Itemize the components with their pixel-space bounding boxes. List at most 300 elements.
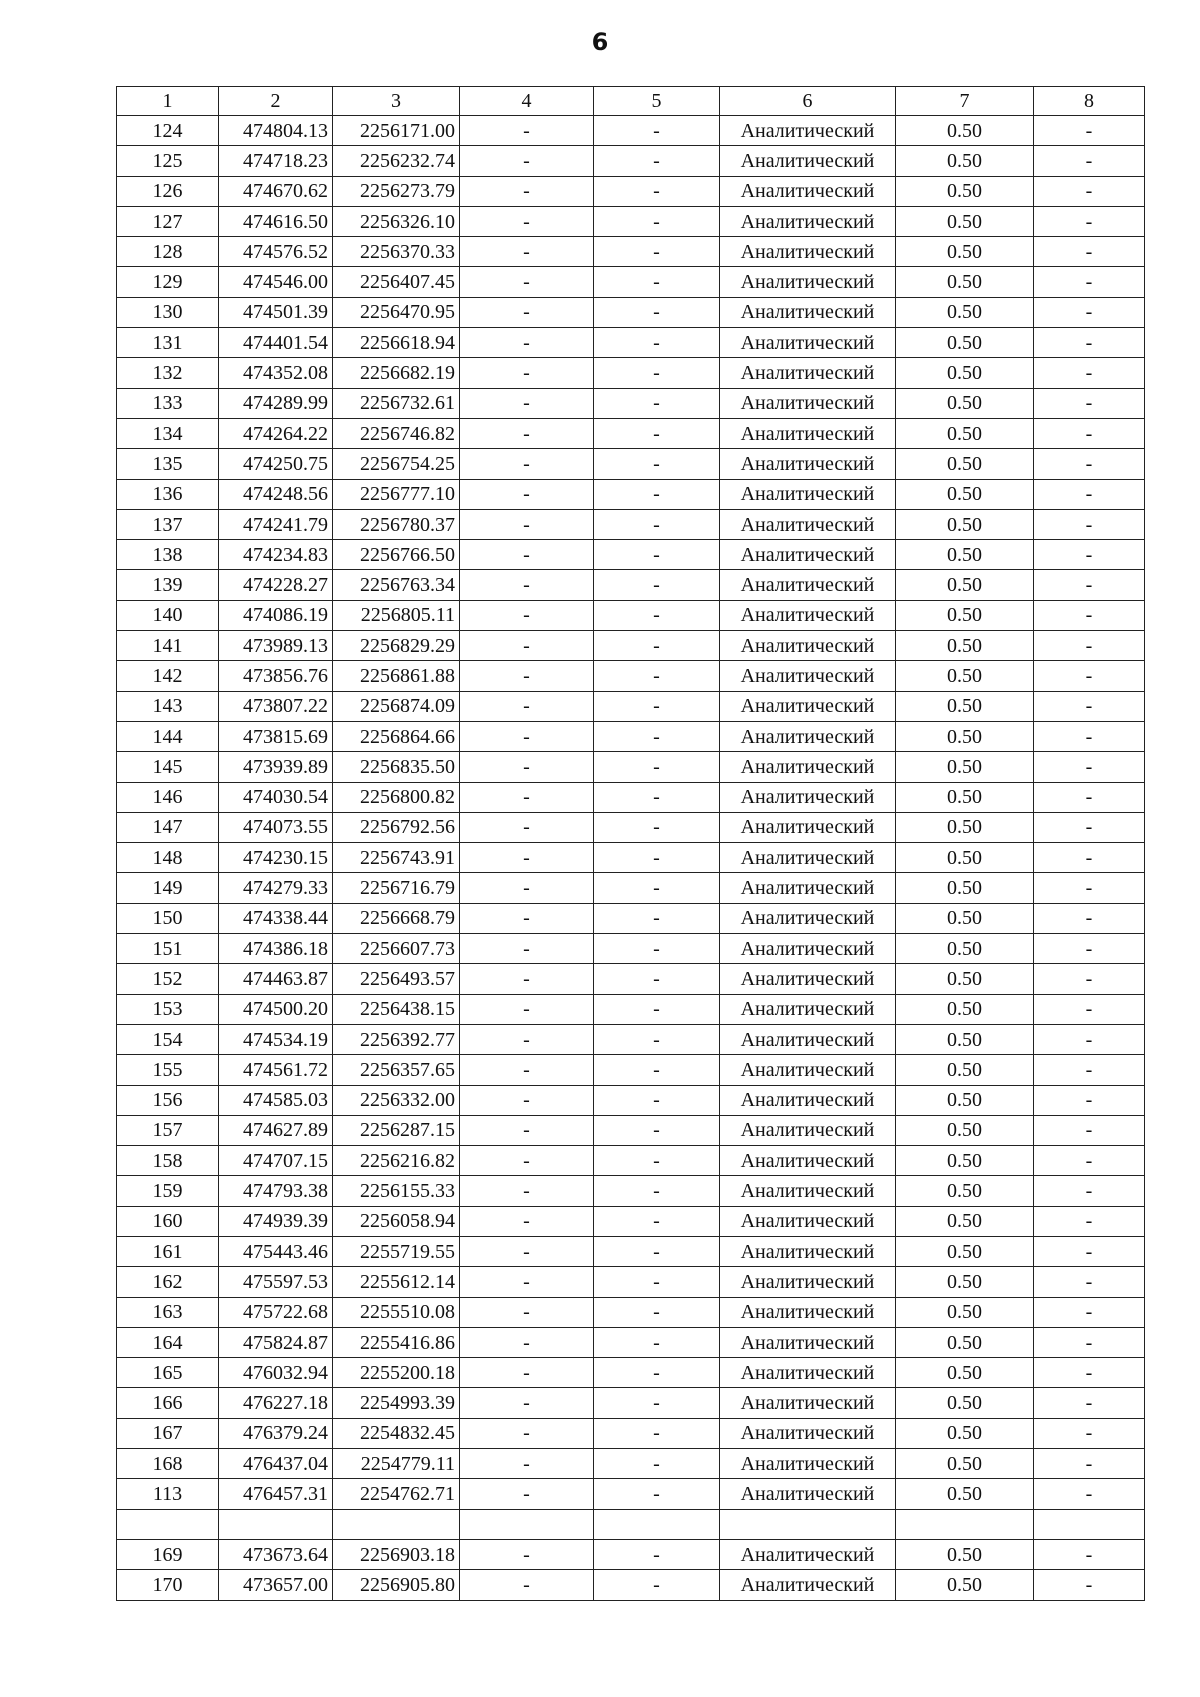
accuracy-cell xyxy=(896,1509,1034,1539)
method-cell: Аналитический xyxy=(720,479,896,509)
point-number-cell: 144 xyxy=(117,721,219,751)
method-cell: Аналитический xyxy=(720,1479,896,1509)
x-coordinate-cell: 476379.24 xyxy=(219,1418,333,1448)
method-cell: Аналитический xyxy=(720,146,896,176)
column-5-cell: - xyxy=(594,1418,720,1448)
point-number-cell: 132 xyxy=(117,358,219,388)
column-8-cell xyxy=(1034,1509,1145,1539)
x-coordinate-cell: 475722.68 xyxy=(219,1297,333,1327)
y-coordinate-cell: 2256392.77 xyxy=(333,1024,460,1054)
y-coordinate-cell: 2256332.00 xyxy=(333,1085,460,1115)
table-row xyxy=(117,206,1145,236)
accuracy-cell: 0.50 xyxy=(896,691,1034,721)
column-4-cell: - xyxy=(460,1115,594,1145)
table-row xyxy=(117,903,1145,933)
column-5-cell: - xyxy=(594,1388,720,1418)
accuracy-cell: 0.50 xyxy=(896,631,1034,661)
point-number-cell: 139 xyxy=(117,570,219,600)
point-number-cell: 161 xyxy=(117,1236,219,1266)
accuracy-cell: 0.50 xyxy=(896,994,1034,1024)
y-coordinate-cell: 2256155.33 xyxy=(333,1176,460,1206)
column-header: 6 xyxy=(720,87,896,116)
column-4-cell: - xyxy=(460,1236,594,1266)
x-coordinate-cell: 474576.52 xyxy=(219,237,333,267)
x-coordinate-cell: 474939.39 xyxy=(219,1206,333,1236)
accuracy-cell: 0.50 xyxy=(896,1236,1034,1266)
column-4-cell: - xyxy=(460,873,594,903)
table-row xyxy=(117,479,1145,509)
y-coordinate-cell: 2256716.79 xyxy=(333,873,460,903)
accuracy-cell: 0.50 xyxy=(896,146,1034,176)
accuracy-cell: 0.50 xyxy=(896,661,1034,691)
point-number-cell: 135 xyxy=(117,449,219,479)
y-coordinate-cell: 2256618.94 xyxy=(333,328,460,358)
accuracy-cell: 0.50 xyxy=(896,1388,1034,1418)
column-8-cell: - xyxy=(1034,1085,1145,1115)
method-cell: Аналитический xyxy=(720,297,896,327)
table-row xyxy=(117,237,1145,267)
accuracy-cell: 0.50 xyxy=(896,812,1034,842)
column-8-cell: - xyxy=(1034,1479,1145,1509)
column-4-cell: - xyxy=(460,479,594,509)
method-cell: Аналитический xyxy=(720,1449,896,1479)
column-4-cell: - xyxy=(460,721,594,751)
x-coordinate-cell: 475824.87 xyxy=(219,1327,333,1357)
column-5-cell: - xyxy=(594,1206,720,1236)
method-cell: Аналитический xyxy=(720,631,896,661)
column-4-cell: - xyxy=(460,509,594,539)
point-number-cell: 167 xyxy=(117,1418,219,1448)
column-5-cell: - xyxy=(594,752,720,782)
header-row xyxy=(117,87,1145,116)
table-row xyxy=(117,1115,1145,1145)
column-5-cell: - xyxy=(594,267,720,297)
point-number-cell: 160 xyxy=(117,1206,219,1236)
column-5-cell: - xyxy=(594,1449,720,1479)
column-5-cell: - xyxy=(594,570,720,600)
column-4-cell: - xyxy=(460,752,594,782)
method-cell: Аналитический xyxy=(720,1024,896,1054)
y-coordinate-cell: 2256732.61 xyxy=(333,388,460,418)
method-cell: Аналитический xyxy=(720,1570,896,1600)
point-number-cell: 147 xyxy=(117,812,219,842)
method-cell: Аналитический xyxy=(720,1085,896,1115)
column-4-cell: - xyxy=(460,1539,594,1569)
point-number-cell: 149 xyxy=(117,873,219,903)
column-8-cell: - xyxy=(1034,570,1145,600)
column-8-cell: - xyxy=(1034,631,1145,661)
x-coordinate-cell: 474561.72 xyxy=(219,1055,333,1085)
accuracy-cell: 0.50 xyxy=(896,1176,1034,1206)
point-number-cell: 152 xyxy=(117,964,219,994)
column-4-cell: - xyxy=(460,994,594,1024)
column-4-cell: - xyxy=(460,1085,594,1115)
accuracy-cell: 0.50 xyxy=(896,206,1034,236)
point-number-cell: 148 xyxy=(117,843,219,873)
column-8-cell: - xyxy=(1034,903,1145,933)
method-cell: Аналитический xyxy=(720,1388,896,1418)
column-8-cell: - xyxy=(1034,267,1145,297)
column-4-cell: - xyxy=(460,1176,594,1206)
x-coordinate-cell: 474585.03 xyxy=(219,1085,333,1115)
method-cell: Аналитический xyxy=(720,843,896,873)
column-5-cell: - xyxy=(594,1024,720,1054)
column-header: 2 xyxy=(219,87,333,116)
point-number-cell: 131 xyxy=(117,328,219,358)
y-coordinate-cell: 2256607.73 xyxy=(333,934,460,964)
column-8-cell: - xyxy=(1034,297,1145,327)
method-cell: Аналитический xyxy=(720,600,896,630)
column-8-cell: - xyxy=(1034,116,1145,146)
point-number-cell: 134 xyxy=(117,418,219,448)
y-coordinate-cell: 2254993.39 xyxy=(333,1388,460,1418)
column-4-cell: - xyxy=(460,206,594,236)
x-coordinate-cell: 474500.20 xyxy=(219,994,333,1024)
y-coordinate-cell: 2256470.95 xyxy=(333,297,460,327)
column-5-cell: - xyxy=(594,418,720,448)
column-8-cell: - xyxy=(1034,691,1145,721)
column-8-cell: - xyxy=(1034,449,1145,479)
x-coordinate-cell: 474707.15 xyxy=(219,1146,333,1176)
method-cell: Аналитический xyxy=(720,661,896,691)
point-number-cell: 129 xyxy=(117,267,219,297)
column-5-cell: - xyxy=(594,479,720,509)
table-row xyxy=(117,1206,1145,1236)
column-8-cell: - xyxy=(1034,1267,1145,1297)
accuracy-cell: 0.50 xyxy=(896,600,1034,630)
column-4-cell: - xyxy=(460,1358,594,1388)
y-coordinate-cell: 2256232.74 xyxy=(333,146,460,176)
x-coordinate-cell: 476437.04 xyxy=(219,1449,333,1479)
column-4-cell: - xyxy=(460,812,594,842)
x-coordinate-cell: 473815.69 xyxy=(219,721,333,751)
column-8-cell: - xyxy=(1034,964,1145,994)
method-cell: Аналитический xyxy=(720,873,896,903)
point-number-cell xyxy=(117,1509,219,1539)
y-coordinate-cell: 2256766.50 xyxy=(333,540,460,570)
column-5-cell: - xyxy=(594,1267,720,1297)
point-number-cell: 156 xyxy=(117,1085,219,1115)
y-coordinate-cell: 2256743.91 xyxy=(333,843,460,873)
column-8-cell: - xyxy=(1034,1358,1145,1388)
point-number-cell: 125 xyxy=(117,146,219,176)
x-coordinate-cell: 476032.94 xyxy=(219,1358,333,1388)
x-coordinate-cell: 474279.33 xyxy=(219,873,333,903)
y-coordinate-cell: 2256493.57 xyxy=(333,964,460,994)
point-number-cell: 164 xyxy=(117,1327,219,1357)
column-5-cell: - xyxy=(594,206,720,236)
point-number-cell: 130 xyxy=(117,297,219,327)
point-number-cell: 151 xyxy=(117,934,219,964)
y-coordinate-cell: 2256746.82 xyxy=(333,418,460,448)
x-coordinate-cell: 474670.62 xyxy=(219,176,333,206)
y-coordinate-cell: 2256903.18 xyxy=(333,1539,460,1569)
point-number-cell: 150 xyxy=(117,903,219,933)
column-4-cell xyxy=(460,1509,594,1539)
x-coordinate-cell: 473989.13 xyxy=(219,631,333,661)
method-cell: Аналитический xyxy=(720,1327,896,1357)
method-cell: Аналитический xyxy=(720,358,896,388)
column-4-cell: - xyxy=(460,843,594,873)
x-coordinate-cell: 474463.87 xyxy=(219,964,333,994)
method-cell: Аналитический xyxy=(720,237,896,267)
accuracy-cell: 0.50 xyxy=(896,1418,1034,1448)
method-cell: Аналитический xyxy=(720,782,896,812)
point-number-cell: 159 xyxy=(117,1176,219,1206)
x-coordinate-cell: 474228.27 xyxy=(219,570,333,600)
table-row xyxy=(117,358,1145,388)
method-cell: Аналитический xyxy=(720,1236,896,1266)
method-cell: Аналитический xyxy=(720,1146,896,1176)
accuracy-cell: 0.50 xyxy=(896,903,1034,933)
column-4-cell: - xyxy=(460,267,594,297)
x-coordinate-cell: 474352.08 xyxy=(219,358,333,388)
accuracy-cell: 0.50 xyxy=(896,1479,1034,1509)
y-coordinate-cell: 2255510.08 xyxy=(333,1297,460,1327)
x-coordinate-cell: 474086.19 xyxy=(219,600,333,630)
table-row xyxy=(117,1024,1145,1054)
table-row xyxy=(117,994,1145,1024)
y-coordinate-cell: 2256216.82 xyxy=(333,1146,460,1176)
x-coordinate-cell: 474264.22 xyxy=(219,418,333,448)
y-coordinate-cell: 2255416.86 xyxy=(333,1327,460,1357)
column-5-cell: - xyxy=(594,994,720,1024)
column-5-cell: - xyxy=(594,903,720,933)
column-4-cell: - xyxy=(460,1327,594,1357)
accuracy-cell: 0.50 xyxy=(896,934,1034,964)
x-coordinate-cell: 474616.50 xyxy=(219,206,333,236)
column-4-cell: - xyxy=(460,903,594,933)
column-4-cell: - xyxy=(460,358,594,388)
x-coordinate-cell: 473807.22 xyxy=(219,691,333,721)
x-coordinate-cell: 474546.00 xyxy=(219,267,333,297)
column-4-cell: - xyxy=(460,176,594,206)
accuracy-cell: 0.50 xyxy=(896,1055,1034,1085)
x-coordinate-cell: 473673.64 xyxy=(219,1539,333,1569)
point-number-cell: 128 xyxy=(117,237,219,267)
accuracy-cell: 0.50 xyxy=(896,297,1034,327)
method-cell: Аналитический xyxy=(720,691,896,721)
y-coordinate-cell: 2255719.55 xyxy=(333,1236,460,1266)
column-4-cell: - xyxy=(460,934,594,964)
x-coordinate-cell: 475443.46 xyxy=(219,1236,333,1266)
method-cell: Аналитический xyxy=(720,721,896,751)
column-header: 3 xyxy=(333,87,460,116)
point-number-cell: 142 xyxy=(117,661,219,691)
accuracy-cell: 0.50 xyxy=(896,1085,1034,1115)
point-number-cell: 127 xyxy=(117,206,219,236)
x-coordinate-cell: 474534.19 xyxy=(219,1024,333,1054)
accuracy-cell: 0.50 xyxy=(896,418,1034,448)
table-row xyxy=(117,267,1145,297)
column-5-cell: - xyxy=(594,1539,720,1569)
column-4-cell: - xyxy=(460,328,594,358)
y-coordinate-cell: 2256058.94 xyxy=(333,1206,460,1236)
column-5-cell: - xyxy=(594,358,720,388)
point-number-cell: 143 xyxy=(117,691,219,721)
x-coordinate-cell: 474627.89 xyxy=(219,1115,333,1145)
point-number-cell: 163 xyxy=(117,1297,219,1327)
method-cell: Аналитический xyxy=(720,1418,896,1448)
method-cell: Аналитический xyxy=(720,812,896,842)
accuracy-cell: 0.50 xyxy=(896,1024,1034,1054)
table-row xyxy=(117,600,1145,630)
column-4-cell: - xyxy=(460,1388,594,1418)
column-5-cell: - xyxy=(594,721,720,751)
method-cell: Аналитический xyxy=(720,1206,896,1236)
y-coordinate-cell: 2256835.50 xyxy=(333,752,460,782)
column-5-cell: - xyxy=(594,600,720,630)
accuracy-cell: 0.50 xyxy=(896,1449,1034,1479)
x-coordinate-cell: 474401.54 xyxy=(219,328,333,358)
table-row xyxy=(117,1327,1145,1357)
accuracy-cell: 0.50 xyxy=(896,570,1034,600)
method-cell: Аналитический xyxy=(720,449,896,479)
accuracy-cell: 0.50 xyxy=(896,358,1034,388)
accuracy-cell: 0.50 xyxy=(896,1570,1034,1600)
column-5-cell xyxy=(594,1509,720,1539)
table-row xyxy=(117,721,1145,751)
table-row xyxy=(117,1085,1145,1115)
column-5-cell: - xyxy=(594,782,720,812)
y-coordinate-cell: 2256905.80 xyxy=(333,1570,460,1600)
column-header: 8 xyxy=(1034,87,1145,116)
column-4-cell: - xyxy=(460,237,594,267)
column-header: 7 xyxy=(896,87,1034,116)
accuracy-cell: 0.50 xyxy=(896,1358,1034,1388)
column-8-cell: - xyxy=(1034,1115,1145,1145)
x-coordinate-cell: 474386.18 xyxy=(219,934,333,964)
column-header: 1 xyxy=(117,87,219,116)
page-number: 6 xyxy=(591,28,609,56)
table-row xyxy=(117,873,1145,903)
method-cell xyxy=(720,1509,896,1539)
column-8-cell: - xyxy=(1034,1024,1145,1054)
y-coordinate-cell xyxy=(333,1509,460,1539)
point-number-cell: 145 xyxy=(117,752,219,782)
method-cell: Аналитический xyxy=(720,1297,896,1327)
y-coordinate-cell: 2255200.18 xyxy=(333,1358,460,1388)
column-4-cell: - xyxy=(460,388,594,418)
accuracy-cell: 0.50 xyxy=(896,267,1034,297)
column-8-cell: - xyxy=(1034,661,1145,691)
column-header: 5 xyxy=(594,87,720,116)
y-coordinate-cell: 2256864.66 xyxy=(333,721,460,751)
column-8-cell: - xyxy=(1034,328,1145,358)
accuracy-cell: 0.50 xyxy=(896,540,1034,570)
column-5-cell: - xyxy=(594,934,720,964)
column-5-cell: - xyxy=(594,146,720,176)
table-row xyxy=(117,116,1145,146)
column-4-cell: - xyxy=(460,1449,594,1479)
column-4-cell: - xyxy=(460,631,594,661)
point-number-cell: 137 xyxy=(117,509,219,539)
column-5-cell: - xyxy=(594,297,720,327)
column-4-cell: - xyxy=(460,1297,594,1327)
method-cell: Аналитический xyxy=(720,1539,896,1569)
column-8-cell: - xyxy=(1034,752,1145,782)
method-cell: Аналитический xyxy=(720,994,896,1024)
column-8-cell: - xyxy=(1034,934,1145,964)
column-header: 4 xyxy=(460,87,594,116)
column-5-cell: - xyxy=(594,843,720,873)
column-8-cell: - xyxy=(1034,843,1145,873)
column-8-cell: - xyxy=(1034,1146,1145,1176)
table-row xyxy=(117,328,1145,358)
column-8-cell: - xyxy=(1034,479,1145,509)
accuracy-cell: 0.50 xyxy=(896,782,1034,812)
table-row xyxy=(117,1297,1145,1327)
column-5-cell: - xyxy=(594,328,720,358)
column-8-cell: - xyxy=(1034,237,1145,267)
accuracy-cell: 0.50 xyxy=(896,873,1034,903)
y-coordinate-cell: 2256792.56 xyxy=(333,812,460,842)
column-5-cell: - xyxy=(594,176,720,206)
column-5-cell: - xyxy=(594,812,720,842)
column-5-cell: - xyxy=(594,237,720,267)
table-row xyxy=(117,782,1145,812)
table-row xyxy=(117,1479,1145,1509)
table-row xyxy=(117,1449,1145,1479)
table-row xyxy=(117,691,1145,721)
accuracy-cell: 0.50 xyxy=(896,479,1034,509)
method-cell: Аналитический xyxy=(720,934,896,964)
table-row xyxy=(117,418,1145,448)
method-cell: Аналитический xyxy=(720,570,896,600)
method-cell: Аналитический xyxy=(720,116,896,146)
table-row xyxy=(117,1570,1145,1600)
method-cell: Аналитический xyxy=(720,1055,896,1085)
y-coordinate-cell: 2256438.15 xyxy=(333,994,460,1024)
y-coordinate-cell: 2256273.79 xyxy=(333,176,460,206)
accuracy-cell: 0.50 xyxy=(896,1297,1034,1327)
point-number-cell: 113 xyxy=(117,1479,219,1509)
column-4-cell: - xyxy=(460,418,594,448)
method-cell: Аналитический xyxy=(720,388,896,418)
point-number-cell: 166 xyxy=(117,1388,219,1418)
y-coordinate-cell: 2256829.29 xyxy=(333,631,460,661)
x-coordinate-cell: 474234.83 xyxy=(219,540,333,570)
column-5-cell: - xyxy=(594,964,720,994)
column-5-cell: - xyxy=(594,388,720,418)
y-coordinate-cell: 2256780.37 xyxy=(333,509,460,539)
point-number-cell: 124 xyxy=(117,116,219,146)
method-cell: Аналитический xyxy=(720,206,896,236)
column-4-cell: - xyxy=(460,1570,594,1600)
column-4-cell: - xyxy=(460,1479,594,1509)
method-cell: Аналитический xyxy=(720,540,896,570)
column-8-cell: - xyxy=(1034,509,1145,539)
column-4-cell: - xyxy=(460,691,594,721)
y-coordinate-cell: 2254832.45 xyxy=(333,1418,460,1448)
point-number-cell: 155 xyxy=(117,1055,219,1085)
table-row xyxy=(117,1236,1145,1266)
x-coordinate-cell: 474501.39 xyxy=(219,297,333,327)
column-5-cell: - xyxy=(594,1479,720,1509)
accuracy-cell: 0.50 xyxy=(896,1327,1034,1357)
x-coordinate-cell: 474250.75 xyxy=(219,449,333,479)
column-4-cell: - xyxy=(460,449,594,479)
x-coordinate-cell: 474793.38 xyxy=(219,1176,333,1206)
method-cell: Аналитический xyxy=(720,903,896,933)
column-8-cell: - xyxy=(1034,176,1145,206)
accuracy-cell: 0.50 xyxy=(896,964,1034,994)
table-row xyxy=(117,812,1145,842)
point-number-cell: 126 xyxy=(117,176,219,206)
point-number-cell: 165 xyxy=(117,1358,219,1388)
method-cell: Аналитический xyxy=(720,1176,896,1206)
y-coordinate-cell: 2256800.82 xyxy=(333,782,460,812)
